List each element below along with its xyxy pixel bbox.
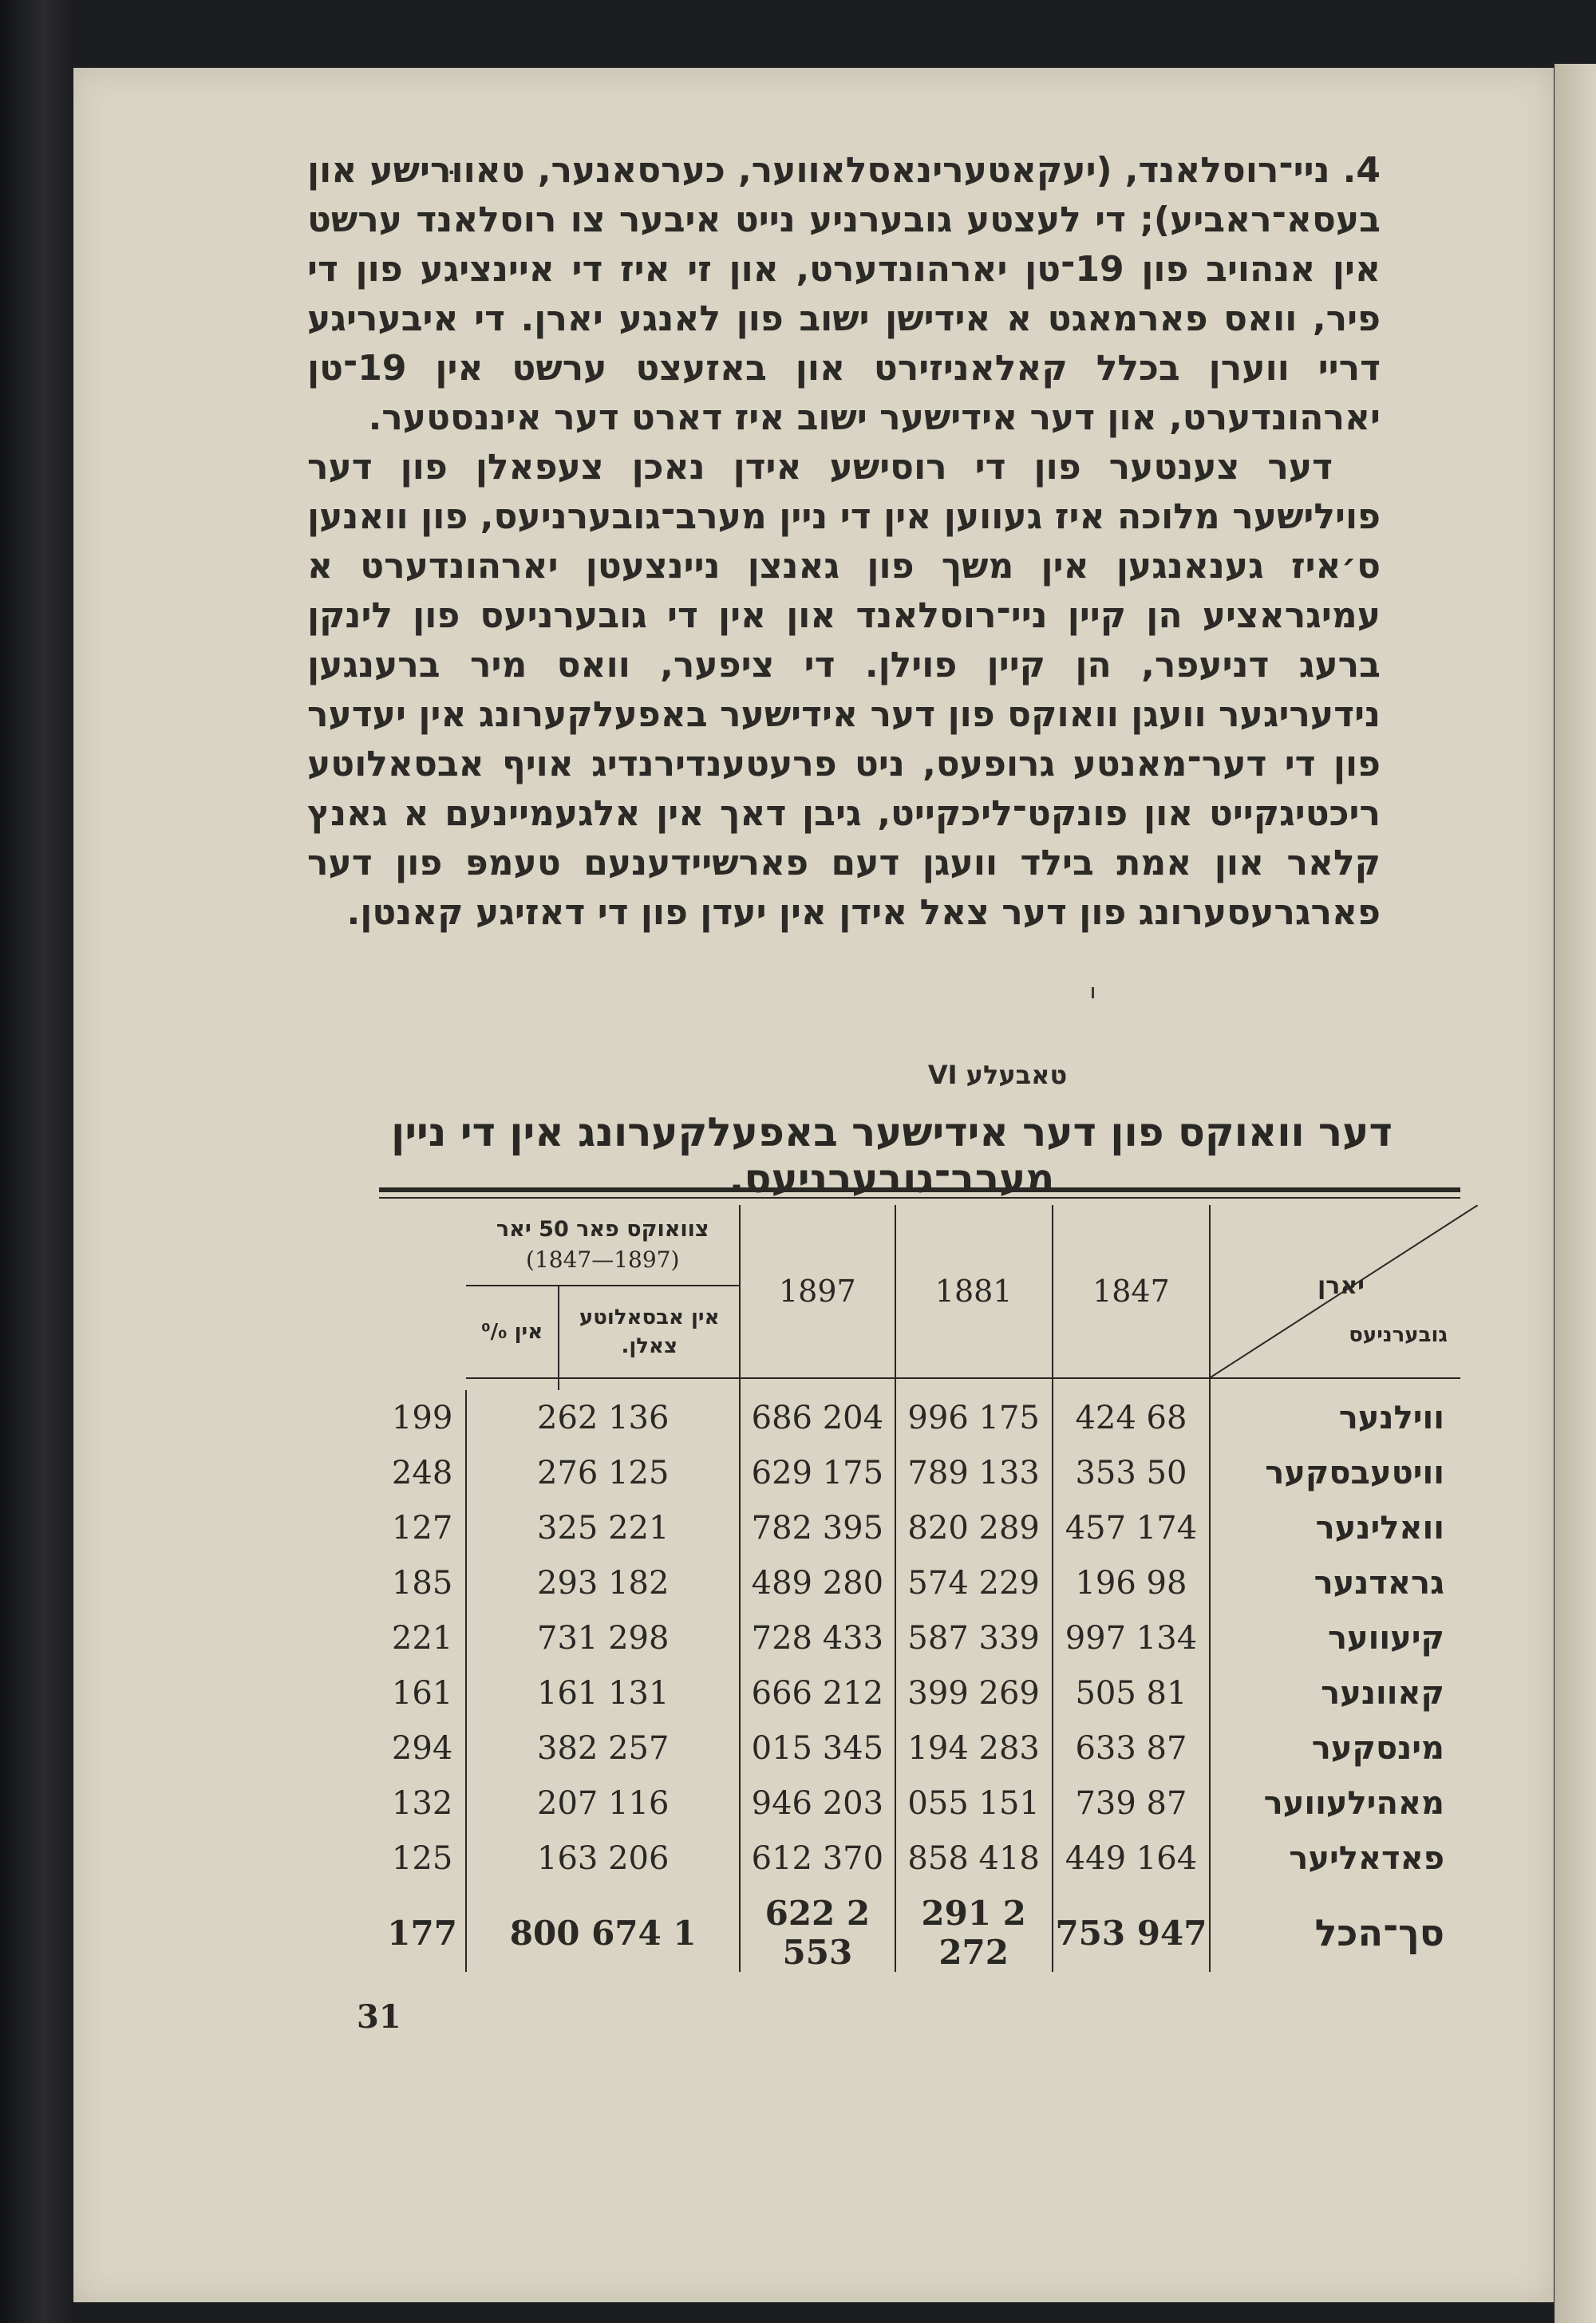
page-number: 31 (357, 1998, 401, 2036)
value-1881-cell: 151 055 (895, 1776, 1053, 1831)
ink-mark (1092, 987, 1094, 998)
body-text (307, 146, 1381, 938)
header-year-1881: 1881 (895, 1205, 1053, 1378)
value-1881-cell: 133 789 (895, 1445, 1053, 1500)
region-cell: מאהילעווער (1210, 1776, 1460, 1831)
growth-abs-cell: 136 262 (466, 1390, 740, 1445)
growth-title-text: צוואוקס פאר 50 יאר (496, 1217, 709, 1242)
value-1897-cell: 280 489 (740, 1555, 895, 1610)
paragraph-2: דער צענטער פון די רוסישע אידן נאכן צעפאלן פון דער פוילישער מלוכה איז געווען אין די ניין מערב־גובערניעס, פון וואנען ס׳איז גענאנגען אין משך פון גאנצן ניינצעטן יארהונדערט א עמיגראציע הן קיין ניי־רוסלאנד און אין די גובערניעס פון לינקן ברעג דניעפר, הן קיין פוילן. די ציפער, וואס מיר ברענגען נידעריגער וועגן וואוקס פון דער אידישער באפעלקערונג אין יעדער פון די דער־מאנטע גרופעס, ניט פרעטענדירנדיג אויף אבסאלוטע ריכטיגקייט און פונקט־ליכקייט, גיבן דאך אין אלגעמיינעם א גאנץ קלאר און אמת בילד וועגן דעם פארשיידענעם טעמפּ פון דער פארגרעסערונג פון דער צאל אידן אין יעדן פון די דאזיגע קאנטן. (307, 447, 1381, 933)
growth-pct-cell: 177 (387, 1913, 457, 1953)
table-header-divider (379, 1378, 1460, 1390)
growth-abs-cell: 206 163 (466, 1831, 740, 1886)
table-caption: טאבעלע VI (927, 1060, 1068, 1090)
header-year-1897: 1897 (740, 1205, 895, 1378)
value-1897-cell: 212 666 (740, 1665, 895, 1721)
growth-pct-cell: 221 (391, 1619, 453, 1657)
value-1897-cell: 175 629 (740, 1445, 895, 1500)
value-1881-cell: 289 820 (895, 1500, 1053, 1555)
region-cell: סך־הכל (1210, 1894, 1460, 1972)
table-header-row (379, 1205, 1460, 1378)
value-1881-cell: 283 194 (895, 1721, 1053, 1776)
table-spacer-row (379, 1886, 1460, 1894)
table-row (379, 1665, 1460, 1721)
table-row (379, 1445, 1460, 1500)
header-year-1847: 1847 (1053, 1205, 1210, 1378)
value-1847-cell: 68 424 (1053, 1390, 1210, 1445)
growth-title (466, 1205, 739, 1286)
value-1897-cell: 203 946 (740, 1776, 895, 1831)
region-cell: ווילנער (1210, 1390, 1460, 1445)
value-1847-cell: 164 449 (1053, 1831, 1210, 1886)
table-heading: דער וואוקס פון דער אידישער באפעלקערונג אין די ניין מערב־גובערניעס. (391, 1109, 1393, 1202)
growth-abs-header: אין אבסאלוטע צאלן. (558, 1286, 739, 1377)
value-1847-cell: 98 196 (1053, 1555, 1210, 1610)
region-cell: וואלינער (1210, 1500, 1460, 1555)
region-cell: פאדאליער (1210, 1831, 1460, 1886)
value-1847-cell: 81 505 (1053, 1665, 1210, 1721)
growth-pct-cell: 125 (391, 1839, 453, 1877)
growth-pct-cell: 248 (391, 1454, 453, 1491)
table-top-rule (379, 1187, 1460, 1199)
table-row (379, 1500, 1460, 1555)
growth-pct-cell: 161 (391, 1674, 453, 1712)
value-1897-cell: 370 612 (740, 1831, 895, 1886)
value-1897-cell: 433 728 (740, 1610, 895, 1665)
population-table (379, 1205, 1460, 1972)
growth-pct-cell: 132 (391, 1784, 453, 1822)
header-corner-cell (1210, 1205, 1460, 1378)
table-row (379, 1776, 1460, 1831)
growth-pct-cell: 127 (391, 1509, 453, 1547)
value-1847-cell: 134 997 (1053, 1610, 1210, 1665)
growth-abs-cell: 125 276 (466, 1445, 740, 1500)
paragraph-1: 4. ניי־רוסלאנד, (יעקאטערינאסלאווער, כערסאנער, טאווּרישע און בעסא־ראביע); די לעצטע גובערניע נייט איבער צו רוסלאנד ערשט אין אנהויב פון 19־טן יארהונדערט, און זי איז די איינציגע פון די פיר, וואס פארמאגט א אידישן ישוב פון לאנגע יארן. די איבעריגע דריי ווערן בכלל קאלאניזירט און באזעצט ערשט אין 19־טן יארהונדערט, און דער אידישער ישוב איז דארט דער איננסטער. (307, 150, 1381, 438)
table-total-row (379, 1894, 1460, 1972)
value-1847-cell: 50 353 (1053, 1445, 1210, 1500)
corner-label-regions: גובערניעס (1349, 1323, 1448, 1347)
value-1881-cell: 2 291 272 (895, 1894, 1053, 1972)
growth-abs-cell: 131 161 (466, 1665, 740, 1721)
table-row (379, 1390, 1460, 1445)
region-cell: וויטעבסקער (1210, 1445, 1460, 1500)
table-row (379, 1831, 1460, 1886)
value-1881-cell: 175 996 (895, 1390, 1053, 1445)
value-1897-cell: 2 622 553 (740, 1894, 895, 1972)
table-body (379, 1390, 1460, 1972)
growth-abs-cell: 298 731 (466, 1610, 740, 1665)
value-1847-cell: 87 739 (1053, 1776, 1210, 1831)
value-1897-cell: 204 686 (740, 1390, 895, 1445)
corner-label-years: יארן (1317, 1272, 1365, 1300)
value-1847-cell: 87 633 (1053, 1721, 1210, 1776)
table-row (379, 1610, 1460, 1665)
value-1881-cell: 269 399 (895, 1665, 1053, 1721)
table-row (379, 1555, 1460, 1610)
region-cell: גראדנער (1210, 1555, 1460, 1610)
region-cell: מינסקער (1210, 1721, 1460, 1776)
growth-pct-cell: 199 (391, 1399, 453, 1436)
book-binding-edge (0, 0, 72, 2323)
header-growth (466, 1205, 740, 1378)
growth-title-years: (1897—1847) (526, 1246, 680, 1273)
growth-abs-cell: 182 293 (466, 1555, 740, 1610)
growth-pct-header: אין ⁰/₀ (481, 1320, 543, 1344)
region-cell: קיעווער (1210, 1610, 1460, 1665)
growth-pct-cell: 294 (391, 1729, 453, 1767)
value-1847-cell: 947 753 (1053, 1894, 1210, 1972)
value-1897-cell: 395 782 (740, 1500, 895, 1555)
value-1881-cell: 418 858 (895, 1831, 1053, 1886)
growth-abs-cell: 116 207 (466, 1776, 740, 1831)
value-1847-cell: 174 457 (1053, 1500, 1210, 1555)
growth-abs-cell: 257 382 (466, 1721, 740, 1776)
region-cell: קאוונער (1210, 1665, 1460, 1721)
value-1881-cell: 229 574 (895, 1555, 1053, 1610)
growth-abs-cell: 1 674 800 (466, 1894, 740, 1972)
growth-pct-cell: 185 (391, 1564, 453, 1602)
growth-abs-cell: 221 325 (466, 1500, 740, 1555)
table-row (379, 1721, 1460, 1776)
value-1881-cell: 339 587 (895, 1610, 1053, 1665)
value-1897-cell: 345 015 (740, 1721, 895, 1776)
next-page-edge (1555, 64, 1596, 2323)
